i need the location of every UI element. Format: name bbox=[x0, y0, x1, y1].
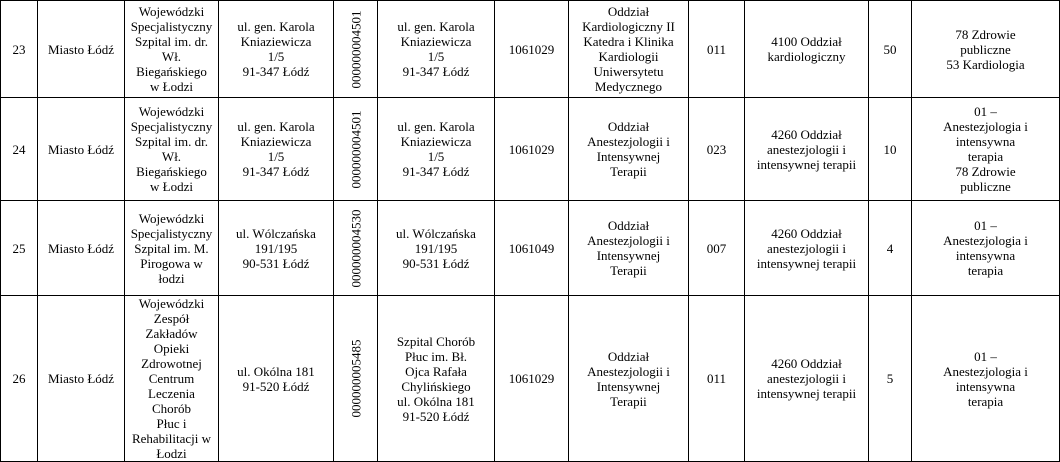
unit-code-cell: 1061029 bbox=[495, 1, 569, 98]
unit-code-cell: 1061029 bbox=[495, 296, 569, 462]
regon-text: 000000004530 bbox=[348, 209, 363, 287]
unit-code-cell: 1061029 bbox=[495, 98, 569, 201]
regon-cell bbox=[334, 296, 378, 462]
profile-cell: 78 Zdrowie publiczne 53 Kardiologia bbox=[912, 1, 1060, 98]
hospital-address-cell: ul. Wólczańska 191/195 90-531 Łódź bbox=[219, 201, 334, 296]
regon-cell bbox=[334, 201, 378, 296]
regon-cell bbox=[334, 98, 378, 201]
city-cell: Miasto Łódź bbox=[38, 98, 125, 201]
hospital-address-cell: ul. gen. Karola Kniaziewicza 1/5 91-347 Łódź bbox=[219, 98, 334, 201]
profile-cell: 01 – Anestezjologia i intensywna terapia bbox=[912, 201, 1060, 296]
department-code-cell: 007 bbox=[689, 201, 745, 296]
specialty-cell: 4260 Oddział anestezjologii i intensywnej terapii bbox=[745, 201, 869, 296]
regon-text: 000000004501 bbox=[348, 10, 363, 88]
unit-address-cell: ul. gen. Karola Kniaziewicza 1/5 91-347 Łódź bbox=[378, 98, 495, 201]
specialty-cell: 4260 Oddział anestezjologii i intensywnej terapii bbox=[745, 98, 869, 201]
hospital-name-cell: Wojewódzki Specjalistyczny Szpital im. dr. Wł. Biegańskiego w Łodzi bbox=[125, 1, 219, 98]
beds-cell: 5 bbox=[869, 296, 912, 462]
profile-cell: 01 – Anestezjologia i intensywna terapia 78 Zdrowie publiczne bbox=[912, 98, 1060, 201]
specialty-cell: 4100 Oddział kardiologiczny bbox=[745, 1, 869, 98]
city-cell: Miasto Łódź bbox=[38, 1, 125, 98]
row-number: 23 bbox=[1, 1, 38, 98]
table-row bbox=[1, 1, 1060, 98]
unit-code-cell: 1061049 bbox=[495, 201, 569, 296]
table-row bbox=[1, 296, 1060, 462]
city-cell: Miasto Łódź bbox=[38, 201, 125, 296]
department-name-cell: Oddział Anestezjologii i Intensywnej Terapii bbox=[569, 98, 689, 201]
hospital-address-cell: ul. gen. Karola Kniaziewicza 1/5 91-347 Łódź bbox=[219, 1, 334, 98]
department-code-cell: 011 bbox=[689, 1, 745, 98]
specialty-cell: 4260 Oddział anestezjologii i intensywnej terapii bbox=[745, 296, 869, 462]
city-cell: Miasto Łódź bbox=[38, 296, 125, 462]
regon-cell bbox=[334, 1, 378, 98]
regon-text: 000000005485 bbox=[348, 339, 363, 418]
profile-cell: 01 – Anestezjologia i intensywna terapia bbox=[912, 296, 1060, 462]
department-name-cell: Oddział Anestezjologii i Intensywnej Terapii bbox=[569, 296, 689, 462]
unit-address-cell: ul. gen. Karola Kniaziewicza 1/5 91-347 Łódź bbox=[378, 1, 495, 98]
beds-cell: 50 bbox=[869, 1, 912, 98]
hospital-name-cell: Wojewódzki Specjalistyczny Szpital im. M. Pirogowa w łodzi bbox=[125, 201, 219, 296]
unit-address-cell: Szpital Chorób Płuc im. Bł. Ojca Rafała Chylińskiego ul. Okólna 181 91-520 Łódź bbox=[378, 296, 495, 462]
department-name-cell: Oddział Kardiologiczny II Katedra i Klinika Kardiologii Uniwersytetu Medycznego bbox=[569, 1, 689, 98]
hospital-name-cell: Wojewódzki Zespół Zakładów Opieki Zdrowotnej Centrum Leczenia Chorób Płuc i Rehabilitacji w Łodzi bbox=[125, 296, 219, 462]
row-number: 24 bbox=[1, 98, 38, 201]
unit-address-cell: ul. Wólczańska 191/195 90-531 Łódź bbox=[378, 201, 495, 296]
row-number: 26 bbox=[1, 296, 38, 462]
beds-cell: 10 bbox=[869, 98, 912, 201]
department-code-cell: 011 bbox=[689, 296, 745, 462]
hospital-address-cell: ul. Okólna 181 91-520 Łódź bbox=[219, 296, 334, 462]
department-name-cell: Oddział Anestezjologii i Intensywnej Terapii bbox=[569, 201, 689, 296]
beds-cell: 4 bbox=[869, 201, 912, 296]
row-number: 25 bbox=[1, 201, 38, 296]
table-row bbox=[1, 98, 1060, 201]
regon-text: 000000004501 bbox=[348, 110, 363, 188]
department-code-cell: 023 bbox=[689, 98, 745, 201]
hospital-name-cell: Wojewódzki Specjalistyczny Szpital im. dr. Wł. Biegańskiego w Łodzi bbox=[125, 98, 219, 201]
table-row bbox=[1, 201, 1060, 296]
